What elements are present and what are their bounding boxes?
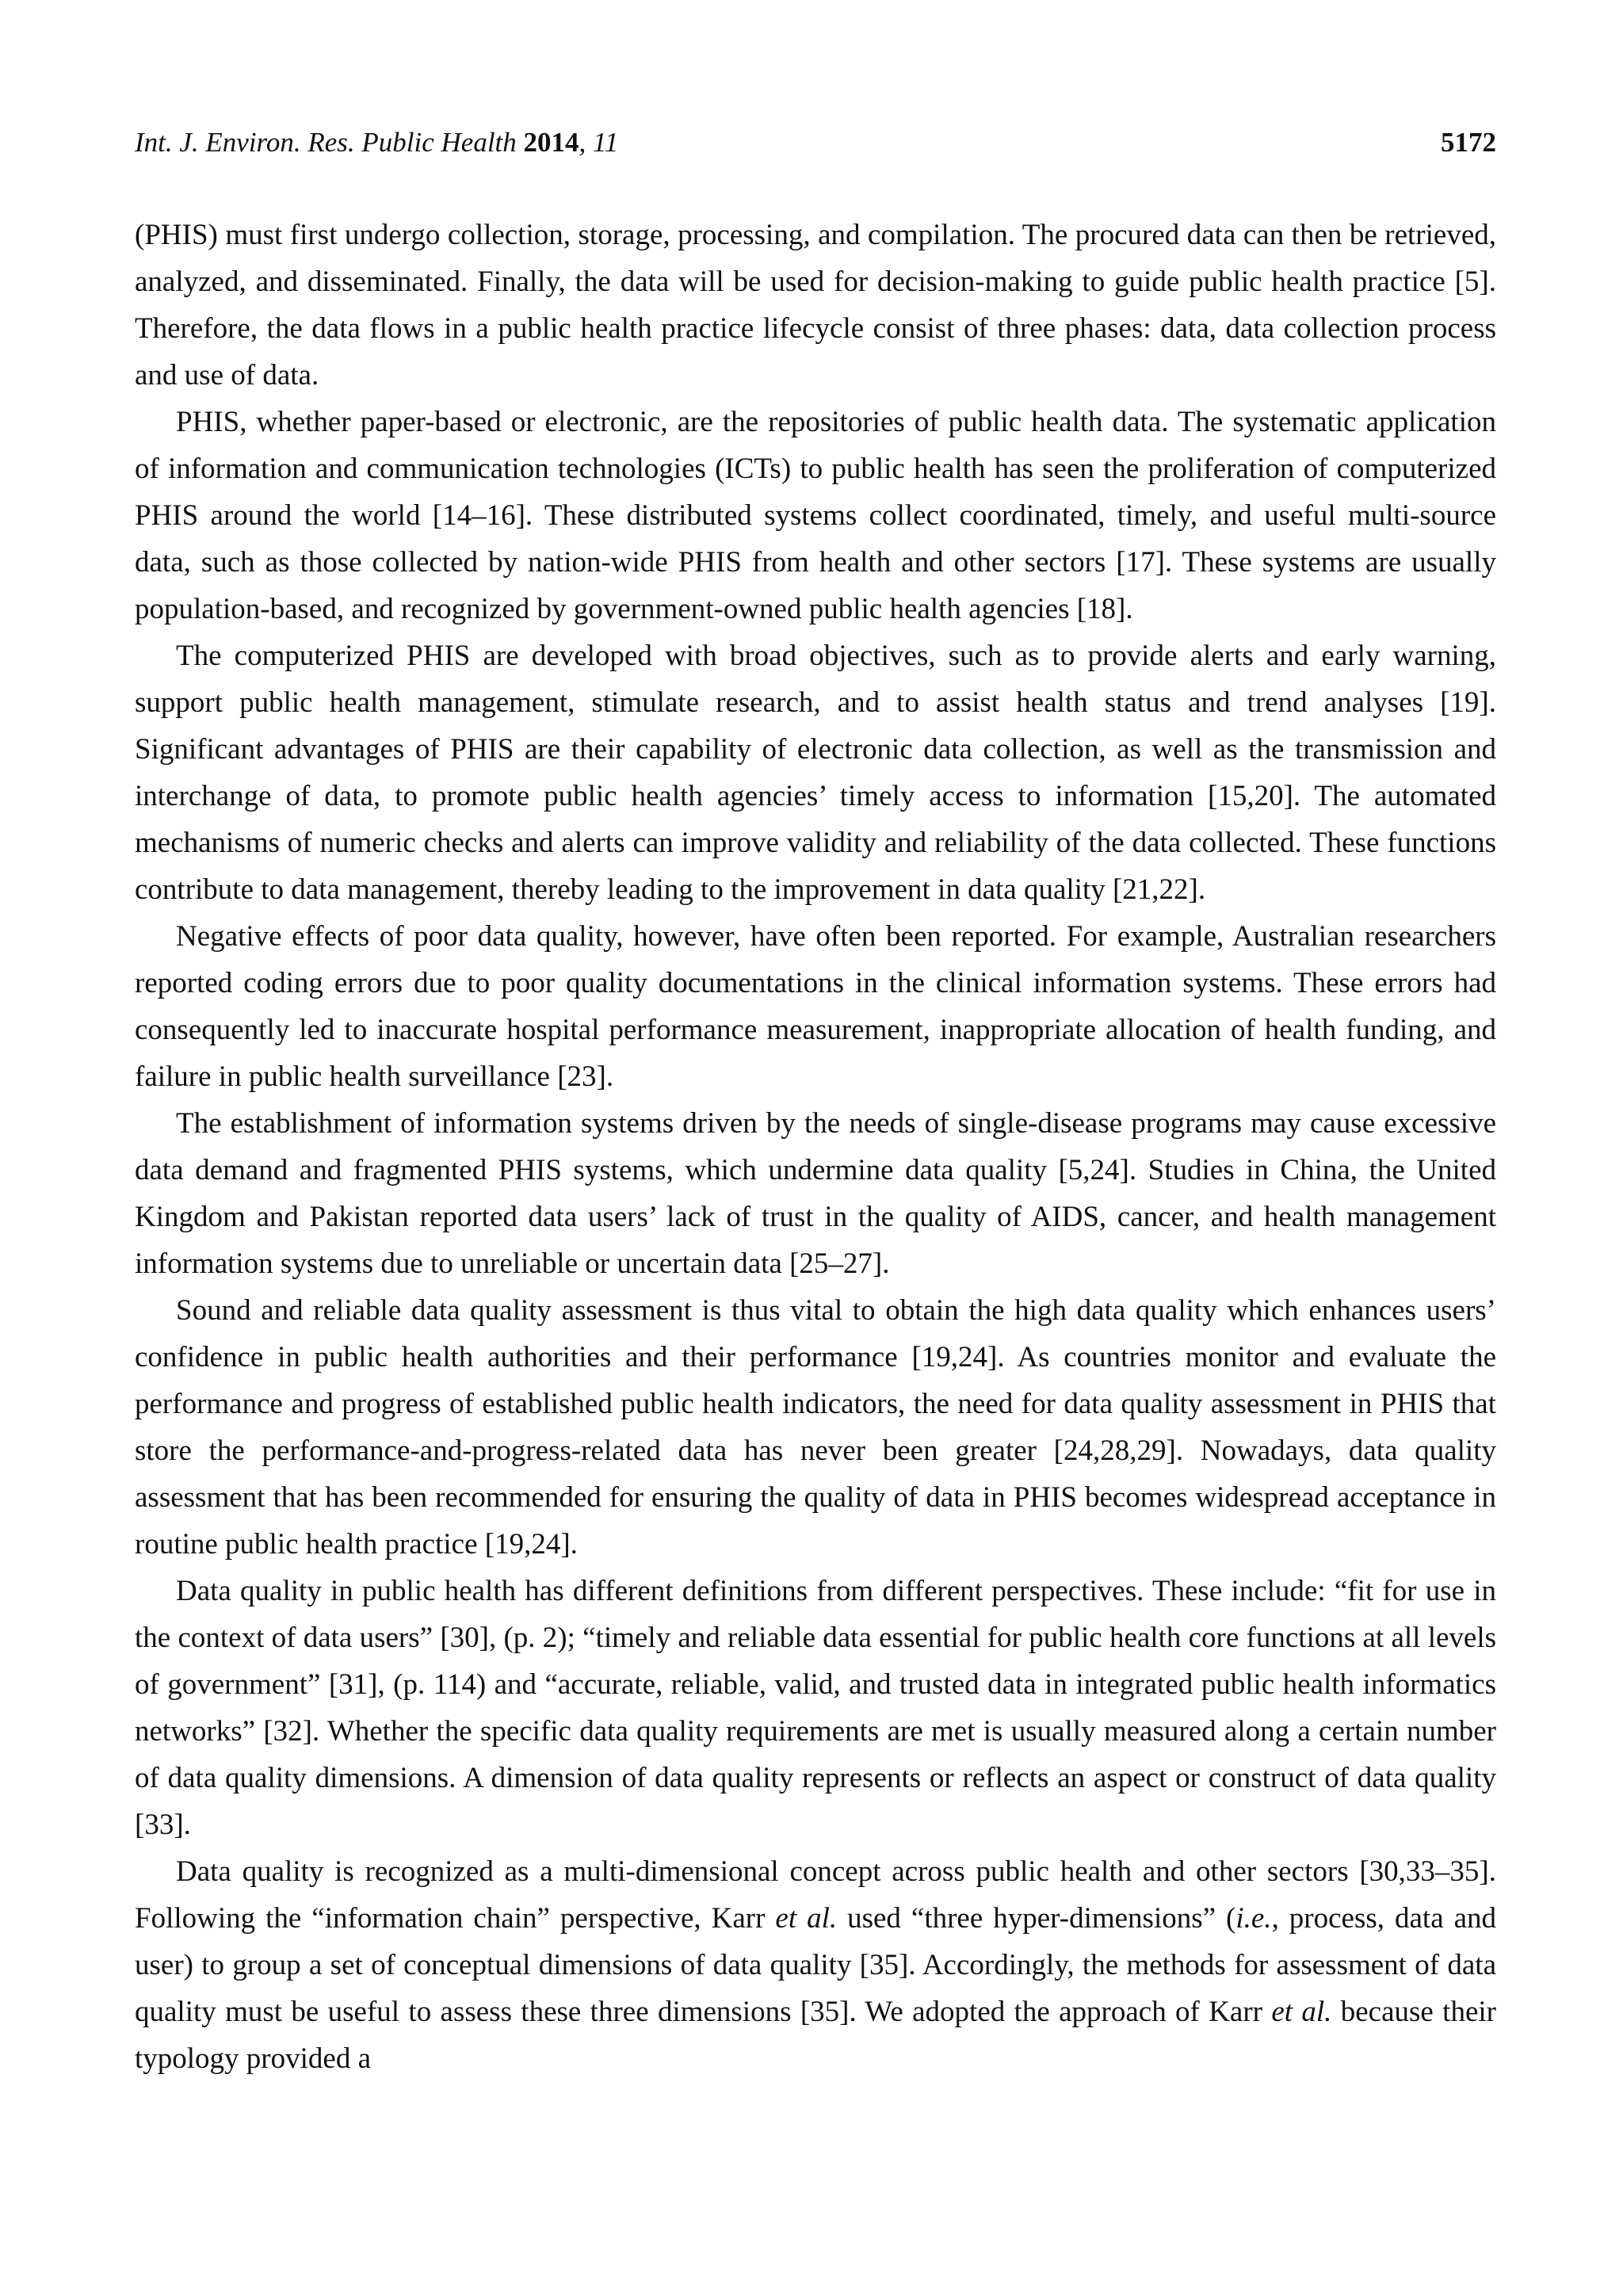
- paragraph-7-italic-3: et al.: [1271, 1996, 1332, 2028]
- journal-year: 2014: [523, 127, 579, 158]
- paragraph-7-part-1: Data quality is recognized as a multi-dimensional concept across public health and other sectors [30,33–35]. Following the “information chain” perspective, Karr: [135, 1855, 1496, 1935]
- page-number: 5172: [1441, 127, 1496, 158]
- body-text: [135, 212, 1496, 2082]
- paragraph-0: (PHIS) must first undergo collection, storage, processing, and compilation. The procured data can then be retrieved, analyzed, and disseminated. Finally, the data will be used for decision-making to guide public health practice [5]. Therefore, the data flows in a public health practice lifecycle consist of three phases: data, data collection process and use of data.: [135, 219, 1496, 392]
- paragraph-3: Negative effects of poor data quality, however, have often been reported. For example, Australian researchers reported coding errors due to poor quality documentations in the clinical information systems. These errors had consequently led to inaccurate hospital performance measurement, inappropriate allocation of health funding, and failure in public health surveillance [23].: [135, 920, 1496, 1093]
- paragraph-7-italic-2: i.e.: [1235, 1902, 1272, 1935]
- page: [135, 119, 1497, 2075]
- journal-citation: Int. J. Environ. Res. Public Health 2014, 11: [135, 127, 619, 158]
- paragraph-7-part-2: used “three hyper-dimensions” (: [837, 1902, 1236, 1935]
- paragraph-7-part-3: , process, data and user) to group a set of conceptual dimensions of data quality [35]. Accordingly, the methods for assessment of data quality must be useful to assess these three dimensions [35]. We adopted the approach of Karr: [135, 1902, 1497, 2028]
- journal-name: Int. J. Environ. Res. Public Health: [135, 127, 517, 158]
- paragraph-7-part-4: because their typology provided a: [135, 1996, 1496, 2075]
- paragraph-7-italic-1: et al.: [775, 1902, 838, 1935]
- paragraph-2: The computerized PHIS are developed with broad objectives, such as to provide alerts and early warning, support public health management, stimulate research, and to assist health status and trend analyses [19]. Significant advantages of PHIS are their capability of electronic data collection, as well as the transmission and interchange of data, to promote public health agencies’ timely access to information [15,20]. The automated mechanisms of numeric checks and alerts can improve validity and reliability of the data collected. These functions contribute to data management, thereby leading to the improvement in data quality [21,22].: [135, 640, 1496, 906]
- paragraph-1: PHIS, whether paper-based or electronic, are the repositories of public health data. The systematic application of information and communication technologies (ICTs) to public health has seen the proliferation of computerized PHIS around the world [14–16]. These distributed systems collect coordinated, timely, and useful multi-source data, such as those collected by nation-wide PHIS from health and other sectors [17]. These systems are usually population-based, and recognized by government-owned public health agencies [18].: [135, 406, 1496, 625]
- journal-volume: 11: [593, 127, 619, 158]
- paragraph-6: Data quality in public health has different definitions from different perspectives. These include: “fit for use in the context of data users” [30], (p. 2); “timely and reliable data essential for public health core functions at all levels of government” [31], (p. 114) and “accurate, reliable, valid, and trusted data in integrated public health informatics networks” [32]. Whether the specific data quality requirements are met is usually measured along a certain number of data quality dimensions. A dimension of data quality represents or reflects an aspect or construct of data quality [33].: [135, 1575, 1496, 1841]
- paragraph-4: The establishment of information systems driven by the needs of single-disease programs may cause excessive data demand and fragmented PHIS systems, which undermine data quality [5,24]. Studies in China, the United Kingdom and Pakistan reported data users’ lack of trust in the quality of AIDS, cancer, and health management information systems due to unreliable or uncertain data [25–27].: [135, 1107, 1496, 1280]
- running-header: [135, 119, 1496, 166]
- paragraph-5: Sound and reliable data quality assessment is thus vital to obtain the high data quality which enhances users’ confidence in public health authorities and their performance [19,24]. As countries monitor and evaluate the performance and progress of established public health indicators, the need for data quality assessment in PHIS that store the performance-and-progress-related data has never been greater [24,28,29]. Nowadays, data quality assessment that has been recommended for ensuring the quality of data in PHIS becomes widespread acceptance in routine public health practice [19,24].: [135, 1294, 1496, 1561]
- paragraph-7: [135, 1848, 1496, 2082]
